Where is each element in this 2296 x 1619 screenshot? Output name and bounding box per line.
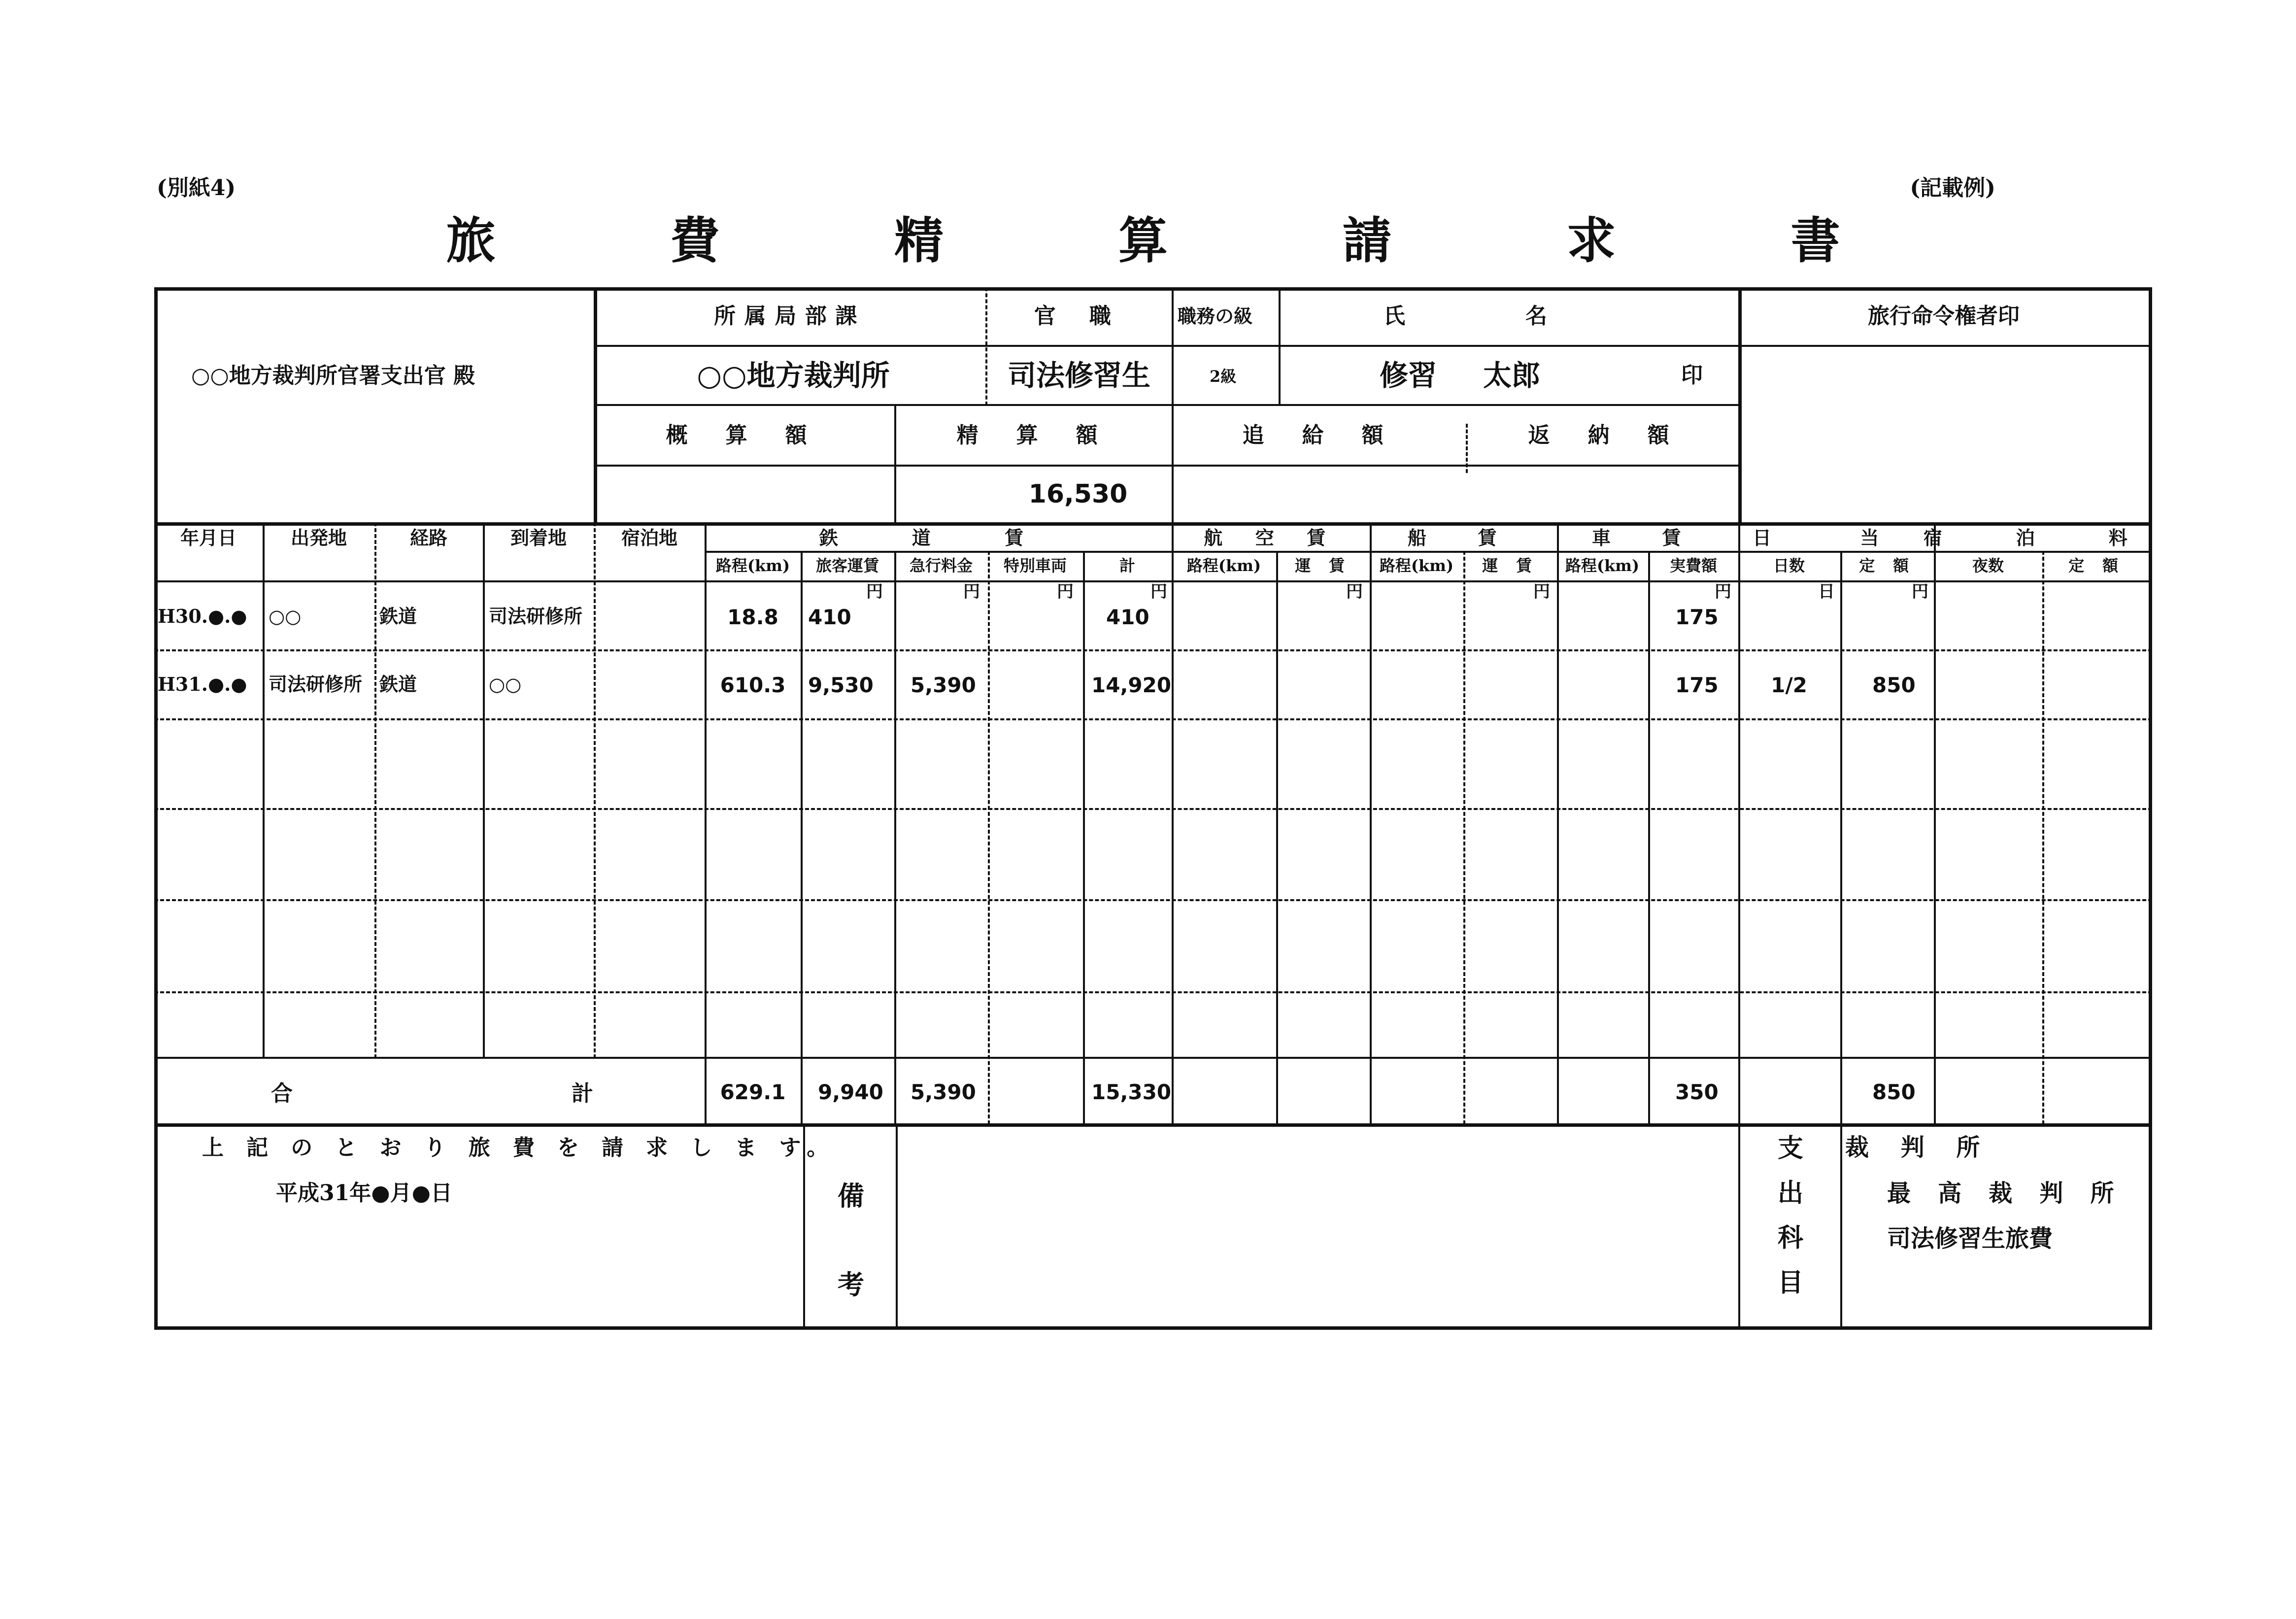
- col-line: [1557, 522, 1559, 1124]
- row1-from: ○○: [269, 605, 302, 627]
- row2-rail-total: 14,920: [1091, 673, 1172, 697]
- row2-car-actual: 175: [1675, 673, 1719, 697]
- post-value: 司法修習生: [1007, 359, 1151, 392]
- col-line: [1738, 522, 1740, 1326]
- totals-label-1: 合: [271, 1081, 293, 1106]
- col-ship-fare: 運 賃: [1482, 556, 1538, 575]
- row1-route: 鉄道: [379, 605, 417, 627]
- col-to: 到着地: [510, 527, 567, 549]
- col-route: 経路: [409, 527, 448, 549]
- estimate-divider: [894, 404, 896, 524]
- totals-car-actual: 350: [1675, 1080, 1719, 1104]
- unit-yen: 円: [1715, 582, 1731, 602]
- seal-mark: 印: [1681, 363, 1703, 388]
- group-ship: 船 賃: [1407, 527, 1519, 549]
- row2-route: 鉄道: [379, 673, 417, 695]
- col-rail-special: 特別車両: [1003, 556, 1067, 575]
- col-line: [594, 522, 596, 1058]
- dept-header: 所属局部課: [714, 304, 866, 329]
- info-value-line: [594, 404, 1739, 406]
- estimate-label: 概 算 額: [666, 423, 822, 448]
- col-line: [1648, 551, 1650, 1124]
- refund-label: 返 納 額: [1528, 423, 1685, 448]
- dept-value: ○○地方裁判所: [697, 359, 890, 392]
- account-label-4: 目: [1778, 1268, 1804, 1298]
- name-header-1: 氏: [1384, 304, 1405, 329]
- totals-daily-rate: 850: [1872, 1080, 1916, 1104]
- row2-rail-express: 5,390: [911, 673, 976, 697]
- unit-yen: 円: [1150, 582, 1167, 602]
- col-line: [483, 522, 485, 1058]
- row1-car-actual: 175: [1675, 605, 1719, 629]
- unit-yen: 円: [1912, 582, 1928, 602]
- group-air: 航 空 賃: [1204, 527, 1339, 549]
- group-hotel: 宿 泊 料: [1923, 527, 2161, 549]
- account-court: 裁 判 所: [1845, 1134, 1992, 1161]
- col-line: [374, 522, 376, 1058]
- row2-days: 1/2: [1771, 673, 1807, 697]
- info-header-line: [594, 345, 2151, 347]
- col-line: [1934, 522, 1936, 1124]
- name-header-2: 名: [1525, 304, 1547, 329]
- form-title: 旅 費 精 算 請 求 書: [446, 211, 1919, 270]
- row2-date: H31.●.●: [158, 673, 247, 695]
- row1-rail-km: 18.8: [727, 605, 778, 629]
- col-car-km: 路程(km): [1565, 556, 1640, 575]
- group-daily: 日 当: [1752, 527, 1921, 549]
- totals-rail-km: 629.1: [720, 1080, 786, 1104]
- col-car-actual: 実費額: [1669, 556, 1718, 575]
- settlement-divider: [1172, 404, 1174, 524]
- totals-label-2: 計: [572, 1081, 593, 1106]
- col-line: [1083, 551, 1085, 1124]
- remarks-label-2: 考: [838, 1269, 864, 1300]
- col-line: [988, 551, 990, 1124]
- col-hotel-rate: 定 額: [2068, 556, 2125, 575]
- totals-rail-total: 15,330: [1091, 1080, 1172, 1104]
- col-line: [705, 522, 707, 1124]
- row2-from: 司法研修所: [269, 673, 363, 695]
- col-air-km: 路程(km): [1186, 556, 1261, 575]
- col-lodging-place: 宿泊地: [621, 527, 678, 549]
- refund-divider: [1466, 424, 1468, 473]
- row-line: [154, 808, 2152, 810]
- col-line: [2042, 551, 2044, 1124]
- footer-top-line: [154, 1123, 2152, 1127]
- col-line: [263, 522, 265, 1058]
- name-given: 太郎: [1483, 359, 1541, 392]
- group-rail: 鉄 道 賃: [819, 527, 1057, 549]
- attachment-label: (別紙4): [157, 175, 236, 201]
- row2-to: ○○: [489, 673, 522, 695]
- unit-yen: 円: [1533, 582, 1550, 602]
- row-line: [154, 649, 2152, 651]
- account-label-2: 出: [1778, 1178, 1804, 1208]
- claim-statement: 上 記 の と お り 旅 費 を 請 求 し ま す。: [202, 1135, 836, 1160]
- col-line: [1172, 522, 1174, 1124]
- group-car: 車 賃: [1591, 527, 1704, 549]
- col-air-fare: 運 賃: [1295, 556, 1351, 575]
- row1-date: H30.●.●: [158, 605, 247, 627]
- col-rail-fare: 旅客運賃: [815, 556, 879, 575]
- remarks-right-line: [896, 1123, 898, 1326]
- account-label-3: 科: [1778, 1223, 1804, 1253]
- col-rail-km: 路程(km): [715, 556, 790, 575]
- settlement-value: 16,530: [1028, 479, 1128, 509]
- grade-header: 職務の級: [1178, 305, 1253, 327]
- col-rail-express: 急行料金: [909, 556, 973, 575]
- col-line: [1370, 522, 1372, 1124]
- border-bottom: [154, 1326, 2152, 1330]
- account-label-1: 支: [1778, 1133, 1804, 1163]
- remarks-label-1: 備: [838, 1180, 864, 1212]
- unit-day: 日: [1818, 582, 1835, 602]
- col-rail-total: 計: [1119, 556, 1136, 575]
- col-line: [894, 551, 896, 1124]
- post-header: 官 職: [1034, 304, 1124, 329]
- col-line: [801, 551, 803, 1124]
- grade-divider: [1279, 287, 1281, 405]
- addressee: ○○地方裁判所官署支出官 殿: [191, 363, 475, 388]
- itinerary-top-line: [154, 522, 2152, 526]
- dept-divider: [985, 287, 987, 405]
- amount-header-line: [594, 465, 1739, 467]
- unit-yen: 円: [1346, 582, 1363, 602]
- col-nights: 夜数: [1972, 556, 2004, 575]
- row2-rail-km: 610.3: [720, 673, 786, 697]
- claim-date: 平成31年●月●日: [276, 1181, 453, 1206]
- row2-daily-rate: 850: [1872, 673, 1916, 697]
- col-date: 年月日: [180, 527, 237, 549]
- post-divider: [1172, 287, 1174, 405]
- grade-value: 2級: [1210, 367, 1237, 386]
- totals-top-line: [154, 1057, 2152, 1059]
- col-line: [1463, 551, 1465, 1124]
- col-from: 出発地: [290, 527, 347, 549]
- row1-rail-fare: 410: [808, 605, 851, 629]
- additional-label: 追 給 額: [1242, 423, 1399, 448]
- authority-seal-header: 旅行命令権者印: [1868, 304, 2020, 329]
- settlement-label: 精 算 額: [956, 423, 1113, 448]
- row1-to: 司法研修所: [489, 605, 583, 627]
- row-line: [154, 899, 2152, 901]
- row2-rail-fare: 9,530: [808, 673, 874, 697]
- row-line: [154, 991, 2152, 993]
- col-line: [1840, 551, 1842, 1326]
- row1-rail-total: 410: [1106, 605, 1149, 629]
- unit-yen: 円: [866, 582, 883, 602]
- totals-rail-express: 5,390: [911, 1080, 976, 1104]
- col-line: [1276, 551, 1278, 1124]
- unit-yen: 円: [1057, 582, 1074, 602]
- row-line: [154, 718, 2152, 720]
- totals-rail-fare: 9,940: [818, 1080, 883, 1104]
- account-expense-item: 司法修習生旅費: [1887, 1225, 2053, 1252]
- col-days: 日数: [1773, 556, 1805, 575]
- example-label: (記載例): [1910, 175, 1995, 201]
- unit-yen: 円: [963, 582, 980, 602]
- border-top: [154, 287, 2152, 291]
- col-daily-rate: 定 額: [1859, 556, 1915, 575]
- name-family: 修習: [1380, 359, 1437, 392]
- col-ship-km: 路程(km): [1379, 556, 1454, 575]
- account-supreme-court: 最 高 裁 判 所: [1887, 1180, 2124, 1207]
